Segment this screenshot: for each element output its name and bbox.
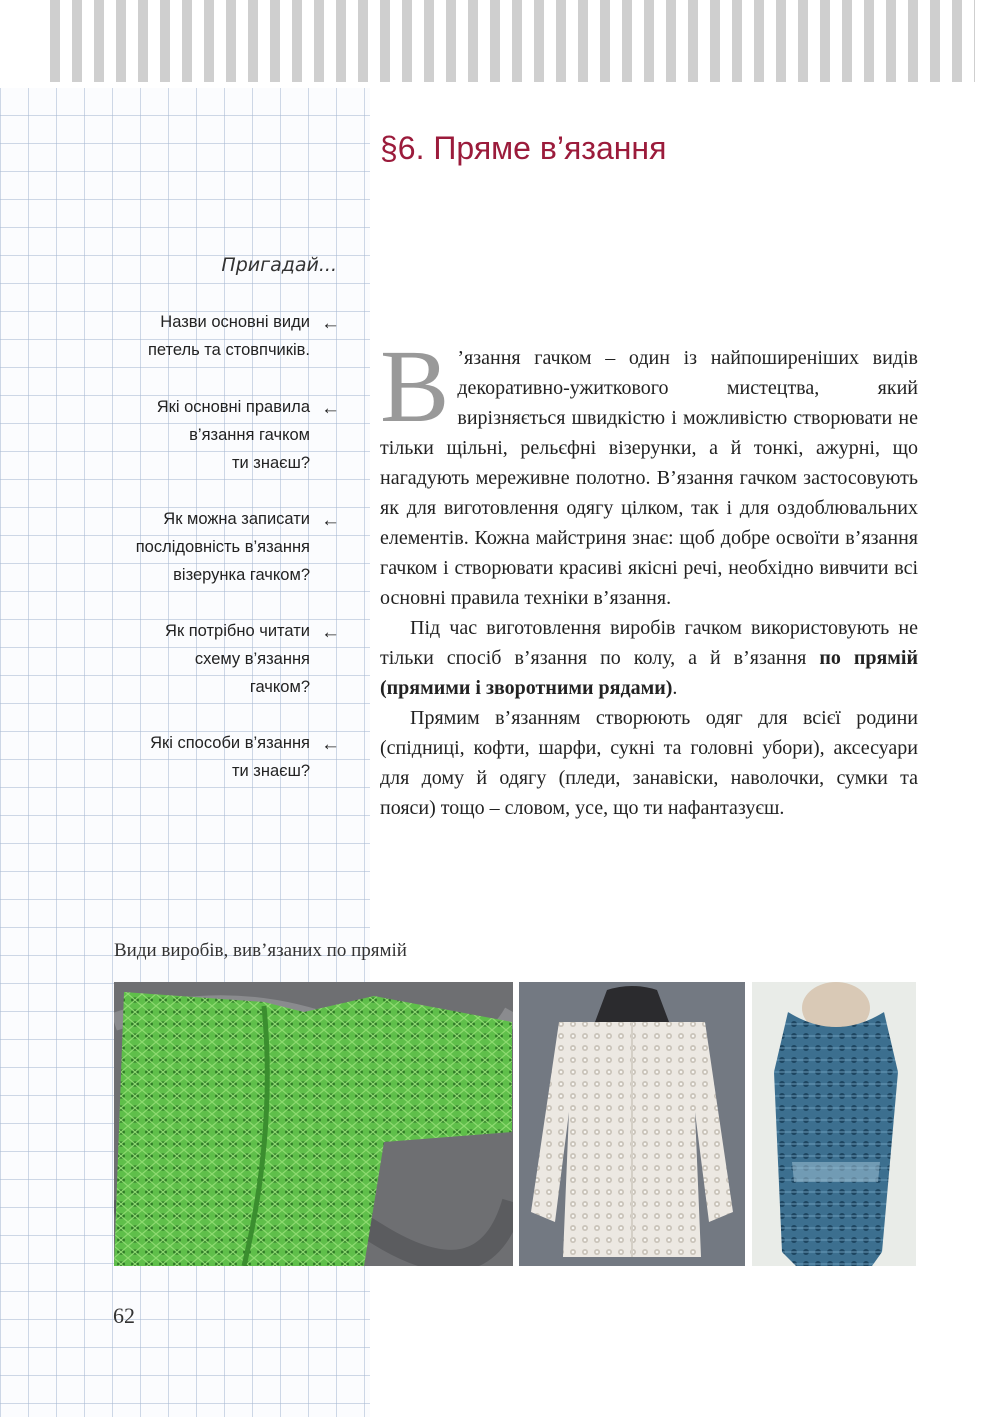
left-arrow-icon: ←	[321, 313, 340, 334]
page-title: §6. Пряме в’язання	[380, 130, 667, 166]
paragraph-methods-end: .	[672, 677, 678, 699]
top-decorative-stripes	[50, 0, 975, 82]
main-text	[380, 329, 918, 823]
question-line: ти знаєш?	[231, 762, 310, 780]
paragraph-intro	[380, 329, 918, 613]
paragraph-methods-text: Під час виготовлення виробів гачком використовують не тільки спосіб в’язання по колу, а й в’язання	[380, 617, 918, 669]
bold-term: по прямій (прямими і зворотними рядами)	[380, 647, 918, 699]
question-line: Які способи в’язання	[150, 734, 310, 752]
question-line: петель та стовпчиків.	[147, 341, 310, 359]
remember-heading: Пригадай...	[221, 254, 337, 276]
question-item	[40, 617, 342, 701]
left-arrow-icon: ←	[321, 734, 340, 755]
question-line: Як потрібно читати	[165, 622, 310, 640]
question-item	[40, 505, 342, 589]
question-item	[40, 729, 342, 785]
paragraph-uses: Прямим в’язанням створюють одяг для всієї родини (спідниці, кофти, шарфи, сукні та головні убори), аксесуари для дому й одягу (пледи, занавіски, наволочки, сумки та пояси) тощо – словом, усе, що ти нафантазуєш.	[380, 707, 918, 819]
left-arrow-icon: ←	[321, 510, 340, 531]
green-crochet-cardigan-photo	[114, 982, 513, 1266]
question-item	[40, 308, 342, 364]
left-arrow-icon: ←	[321, 622, 340, 643]
question-line: Які основні правила	[156, 398, 310, 416]
left-arrow-icon: ←	[321, 398, 340, 419]
question-item	[40, 393, 342, 477]
blue-lace-scarf-photo	[752, 982, 916, 1266]
question-line: послідовність в’язання	[135, 538, 310, 556]
drop-cap: В	[380, 329, 450, 444]
figure-caption: Види виробів, вив’язаних по прямій	[114, 940, 407, 961]
question-line: ти знаєш?	[231, 454, 310, 472]
question-line: в’язання гачком	[189, 426, 310, 444]
question-line: гачком?	[249, 678, 310, 696]
question-line: візерунка гачком?	[173, 566, 310, 584]
page-number: 62	[113, 1303, 135, 1328]
white-lace-blouse-photo	[519, 982, 745, 1266]
question-line: Як можна записати	[163, 510, 310, 528]
paragraph-intro-text: ’язання гачком – один із найпоширеніших видів декоративно-ужиткового мистецтва, який вирізняється швидкістю і можливістю створювати не тільки щільні, рельєфні візерунки, а й тонкі, ажурні, що нагадують мереживне полотно. В’язання гачком застосовують як для виготовлення одягу цілком, так і для оздоблювальних елементів. Кожна майстриня знає: щоб добре освоїти в’язання гачком і створювати красиві якісні речі, необхідно вивчити всі основні правила техніки в’язання.	[380, 347, 918, 609]
paragraph-methods	[380, 613, 918, 703]
question-line: схему в’язання	[194, 650, 310, 668]
question-line: Назви основні види	[160, 313, 310, 331]
